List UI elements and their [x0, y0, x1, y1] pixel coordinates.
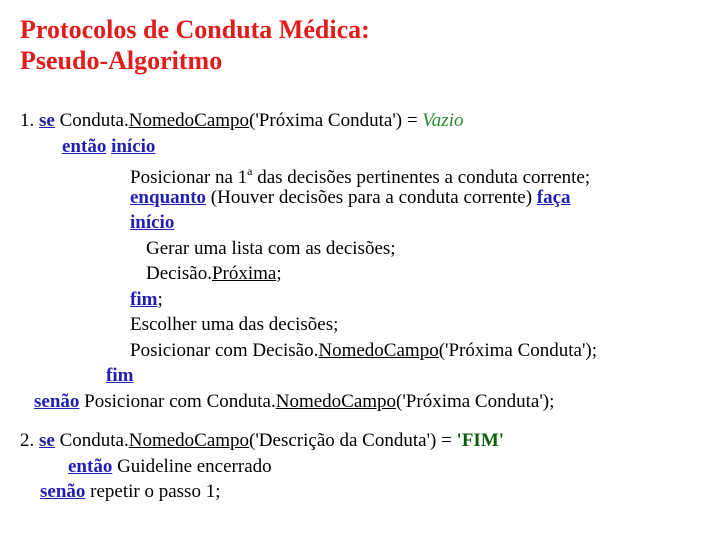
decisao-proxima: Próxima: [211, 263, 277, 284]
step1-field: NomedoCampo: [128, 110, 250, 131]
step2-arg: ('Descrição da Conduta') =: [249, 430, 457, 451]
step1-line-posicionar: [0, 159, 720, 188]
senao-post: ('Próxima Conduta');: [396, 390, 555, 412]
kw-senao-2: senão: [40, 481, 86, 502]
step1-line-enquanto: [0, 185, 720, 211]
step1-line-posicionar-com: [0, 338, 720, 364]
kw-inicio: início: [111, 135, 156, 157]
step1-line-decisao: [0, 261, 720, 287]
kw-fim-loop: fim: [130, 288, 158, 310]
step1-number: 1.: [20, 110, 35, 131]
escolher-text: Escolher uma das decisões;: [130, 314, 339, 335]
gerar-text: Gerar uma lista com as decisões;: [146, 237, 396, 259]
kw-enquanto: enquanto: [130, 186, 207, 208]
step1-line-gerar: [0, 236, 720, 262]
step1-line-inicio2: [0, 210, 720, 236]
step2-line-senao: [0, 479, 720, 505]
posicionar-com-post: ('Próxima Conduta');: [438, 339, 598, 361]
step-gap: [0, 414, 720, 428]
posicionar-post: das decisões pertinentes a conduta corrente;: [252, 167, 591, 188]
step2-line-se: [0, 428, 720, 454]
value-vazio: Vazio: [422, 110, 464, 131]
posicionar-com-pre: Posicionar com Decisão.: [130, 339, 319, 361]
repetir-text: repetir o passo 1;: [85, 481, 221, 502]
kw-fim: fim: [106, 365, 134, 386]
senao-pre: Posicionar com Conduta.: [79, 390, 276, 412]
step1-line-escolher: [0, 312, 720, 338]
step1-line-entao: [0, 134, 720, 160]
step1-conduta: Conduta.: [59, 110, 129, 131]
kw-entao: então: [62, 135, 107, 157]
step2-field: NomedoCampo: [128, 430, 250, 451]
step2-conduta: Conduta.: [59, 430, 129, 451]
step2-number: 2.: [20, 430, 35, 451]
step1-line-fim: [0, 287, 720, 313]
step1-line-fim2: [0, 363, 720, 389]
kw-senao: senão: [34, 390, 80, 412]
value-fim: 'FIM': [456, 430, 505, 451]
senao-field: NomedoCampo: [275, 390, 397, 412]
kw-se-2: se: [39, 430, 55, 451]
slide-title: [20, 14, 370, 76]
step2-line-entao: [0, 454, 720, 480]
kw-faca: faça: [536, 186, 571, 208]
posicionar-com-field: NomedoCampo: [318, 339, 439, 361]
decisao-pre: Decisão.: [146, 263, 212, 284]
kw-se: se: [39, 110, 55, 131]
title-line-1: Protocolos de Conduta Médica:: [20, 15, 370, 44]
ordinal-superscript: a: [247, 164, 253, 178]
step1-line-senao: [0, 389, 720, 415]
title-line-2: Pseudo-Algoritmo: [20, 46, 223, 75]
posicionar-pre: Posicionar na 1: [130, 167, 248, 188]
fim-semicolon: ;: [157, 288, 163, 310]
step1-arg: ('Próxima Conduta') =: [249, 110, 423, 131]
kw-inicio-loop: início: [130, 212, 175, 233]
decisao-post: ;: [276, 263, 282, 284]
enquanto-condition: (Houver decisões para a conduta corrente): [206, 186, 537, 208]
pseudo-algorithm: [0, 108, 720, 505]
guideline-text: Guideline encerrado: [112, 455, 272, 477]
step1-line-se: [0, 108, 720, 134]
kw-entao-2: então: [68, 455, 113, 477]
